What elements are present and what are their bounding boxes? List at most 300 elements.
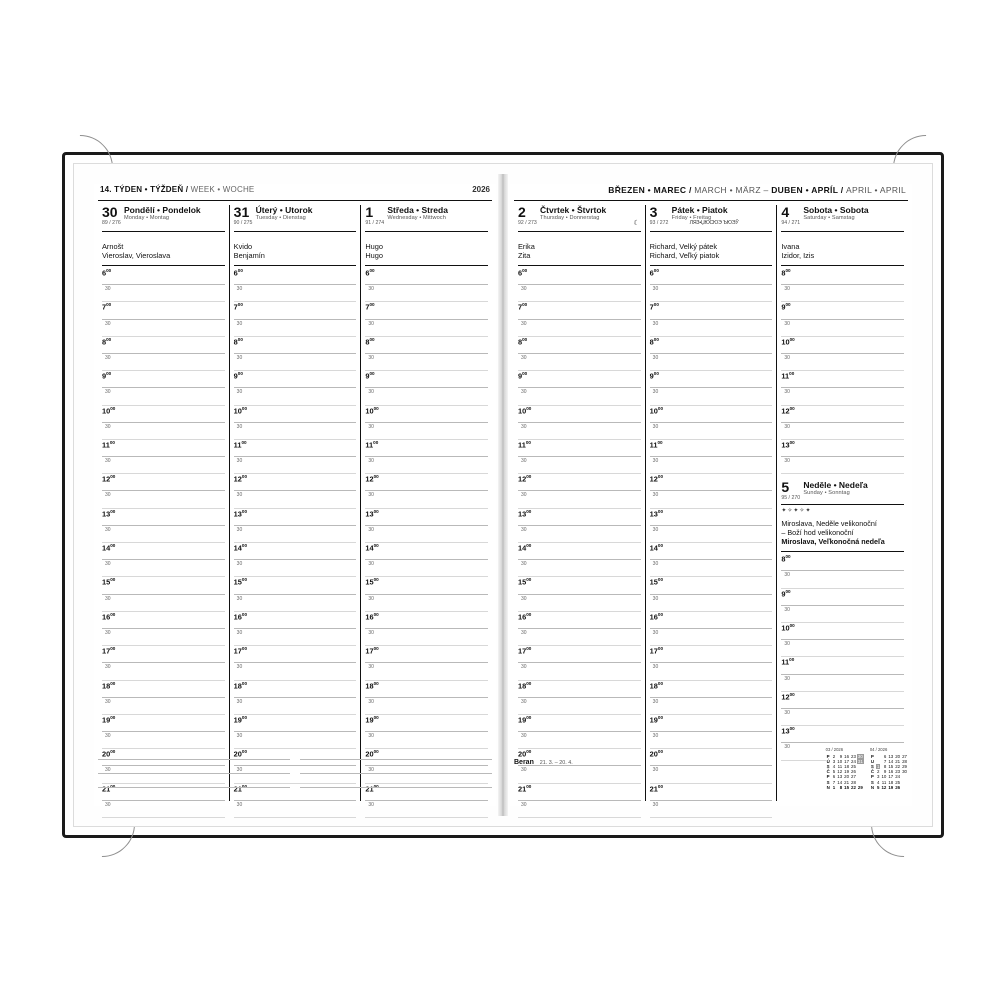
half-hour-row <box>365 698 488 715</box>
half-hour-label: 30 <box>521 492 527 499</box>
half-hour-row <box>234 595 357 612</box>
hour-row <box>518 681 641 698</box>
day-column-thursday[interactable] <box>514 204 645 808</box>
hour-row <box>650 543 773 560</box>
hour-grid[interactable] <box>518 268 641 818</box>
half-hour-label: 30 <box>105 664 111 671</box>
hour-label: $10^{00}$ <box>102 405 116 415</box>
half-hour-row <box>781 388 904 405</box>
week-label-secondary: WEEK • WOCHE <box>190 185 255 194</box>
half-hour-label: 30 <box>652 526 659 533</box>
hour-label: $11^{00}$ <box>781 657 795 667</box>
half-hour-label: 30 <box>521 458 527 465</box>
hour-label: $19^{00}$ <box>518 714 532 725</box>
half-hour-label: 30 <box>236 629 243 636</box>
hour-label: $11^{00}$ <box>102 439 115 450</box>
half-hour-label: 30 <box>368 561 374 568</box>
half-hour-label: 30 <box>784 458 790 465</box>
note-line[interactable] <box>98 774 290 788</box>
hour-label: $11^{00}$ <box>365 439 379 450</box>
half-hour-row <box>518 560 641 577</box>
hour-grid[interactable] <box>102 268 225 818</box>
hour-row <box>650 406 773 423</box>
hour-row <box>365 509 488 526</box>
hour-row <box>518 474 641 491</box>
nameday-sk: Benjamín <box>233 250 265 260</box>
day-count: 94 / 271 <box>781 220 801 226</box>
hour-row <box>234 577 357 594</box>
hour-row <box>102 371 225 388</box>
mini-calendars[interactable] <box>826 747 908 790</box>
day-name-secondary: Tuesday • Dienstag <box>255 215 306 221</box>
hour-row <box>650 715 773 732</box>
half-hour-row <box>781 709 904 726</box>
half-hour-row <box>650 732 773 749</box>
half-hour-row <box>518 320 641 337</box>
half-hour-row <box>102 285 225 302</box>
day-name-primary: Úterý • Utorok <box>255 205 313 215</box>
half-hour-row <box>102 457 225 474</box>
sunday-block[interactable] <box>781 480 904 760</box>
half-hour-row <box>518 698 641 715</box>
hour-label: $12^{00}$ <box>518 474 532 484</box>
half-hour-row <box>650 423 773 440</box>
half-hour-label: 30 <box>368 354 374 361</box>
hour-label: $12^{00}$ <box>781 691 795 702</box>
half-hour-label: 30 <box>236 389 243 396</box>
day-column-friday[interactable] <box>645 204 777 808</box>
hour-row <box>518 337 641 354</box>
hour-label: $14^{00}$ <box>233 543 248 553</box>
half-hour-row <box>781 571 904 588</box>
hour-row <box>781 440 904 457</box>
right-day-columns <box>514 204 908 808</box>
hour-label: $19^{00}$ <box>233 714 248 725</box>
hour-row <box>102 406 225 423</box>
hour-row <box>365 646 488 663</box>
half-hour-label: 30 <box>784 389 790 396</box>
half-hour-row <box>234 491 357 508</box>
half-hour-label: 30 <box>652 561 659 568</box>
half-hour-label: 30 <box>521 595 527 602</box>
day-header-saturday <box>781 205 904 232</box>
half-hour-row <box>518 663 641 680</box>
hour-row <box>102 509 225 526</box>
month-label-cz: BŘEZEN • MAREC / <box>608 185 692 195</box>
note-line[interactable] <box>98 760 290 774</box>
half-hour-label: 30 <box>784 709 790 716</box>
half-hour-label: 30 <box>652 733 659 740</box>
half-hour-row <box>102 491 225 508</box>
half-hour-label: 30 <box>368 458 374 465</box>
hour-row <box>650 612 773 629</box>
hour-row <box>102 577 225 594</box>
half-hour-label: 30 <box>105 286 111 293</box>
hour-row <box>781 692 904 709</box>
half-hour-label: 30 <box>521 698 527 705</box>
day-name-secondary: Sunday • Sonntag <box>803 490 850 497</box>
half-hour-row <box>234 423 357 440</box>
hour-row <box>650 681 773 698</box>
hour-grid[interactable] <box>234 268 357 818</box>
left-page <box>94 184 496 806</box>
mini-row: P 6 13 20 27 <box>826 774 856 780</box>
right-page-header <box>514 184 908 201</box>
half-hour-row <box>781 354 904 371</box>
half-hour-row <box>518 595 641 612</box>
hour-label: $15^{00}$ <box>233 577 248 587</box>
hour-row <box>518 302 641 319</box>
day-name-secondary: Friday • Freitag <box>671 215 712 221</box>
hour-label: $20^{00}$ <box>649 749 664 759</box>
half-hour-row <box>650 457 773 474</box>
half-hour-label: 30 <box>652 595 659 602</box>
half-hour-label: 30 <box>784 423 790 430</box>
day-number: 3 <box>649 204 658 220</box>
half-hour-label: 30 <box>521 320 527 327</box>
half-hour-label: 30 <box>652 629 659 636</box>
zodiac-name: Beran <box>514 759 534 766</box>
day-name-secondary: Monday • Montag <box>124 215 170 221</box>
right-page <box>510 184 912 806</box>
hour-label: $18^{00}$ <box>365 680 379 690</box>
hour-label: $16^{00}$ <box>649 611 664 622</box>
nameday-sk: Hugo <box>365 250 384 260</box>
note-line[interactable] <box>300 760 492 774</box>
half-hour-row <box>518 388 641 405</box>
half-hour-label: 30 <box>105 458 111 465</box>
day-number: 5 <box>781 479 790 496</box>
day-number: 31 <box>233 204 250 220</box>
half-hour-label: 30 <box>105 354 111 361</box>
hour-row <box>650 577 773 594</box>
hour-row <box>781 589 904 606</box>
half-hour-row <box>781 606 904 623</box>
half-hour-row <box>234 354 357 371</box>
hour-row <box>102 681 225 698</box>
book-spine <box>498 174 508 816</box>
half-hour-row <box>518 526 641 543</box>
half-hour-row <box>650 629 773 646</box>
half-hour-label: 30 <box>105 801 111 808</box>
hour-label: $11^{00}$ <box>233 439 247 450</box>
half-hour-row <box>365 354 488 371</box>
half-hour-label: 30 <box>784 286 790 293</box>
nameday-sk: Miroslava, Veľkonočná nedeľa <box>781 537 885 547</box>
day-name-secondary: Saturday • Samstag <box>803 215 855 221</box>
left-page-header <box>98 184 492 201</box>
nameday-cz: Hugo <box>365 242 384 251</box>
hour-row <box>781 554 904 571</box>
hour-row <box>234 474 357 491</box>
hour-row <box>234 681 357 698</box>
hour-label: $15^{00}$ <box>649 577 664 587</box>
day-name-secondary: Thursday • Donnerstag <box>540 215 600 221</box>
half-hour-label: 30 <box>236 561 243 568</box>
half-hour-row <box>234 457 357 474</box>
hour-grid[interactable] <box>365 268 488 818</box>
hour-label: $6^{00}$ <box>102 268 112 278</box>
hour-label: $21^{00}$ <box>233 783 248 794</box>
day-column-weekend[interactable] <box>776 205 908 801</box>
hour-label: $20^{00}$ <box>102 749 116 759</box>
half-hour-row <box>650 560 773 577</box>
half-hour-row <box>365 801 488 818</box>
mini-row: P 6 13 20 27 <box>870 753 907 759</box>
hour-row <box>234 268 357 285</box>
half-hour-row <box>650 320 773 337</box>
hour-label: $18^{00}$ <box>233 680 248 690</box>
half-hour-label: 30 <box>521 664 527 671</box>
half-hour-label: 30 <box>521 629 527 636</box>
hour-grid-sunday[interactable] <box>781 554 904 760</box>
hour-label: $21^{00}$ <box>102 783 116 794</box>
hour-label: $14^{00}$ <box>102 543 116 553</box>
half-hour-row <box>650 526 773 543</box>
hour-label: $19^{00}$ <box>365 714 379 725</box>
nameday-cz: Erika <box>518 242 535 251</box>
half-hour-row <box>365 491 488 508</box>
hour-row <box>102 268 225 285</box>
hour-row <box>365 337 488 354</box>
hour-row <box>365 406 488 423</box>
half-hour-row <box>781 675 904 692</box>
hour-label: $19^{00}$ <box>102 714 116 725</box>
hour-row <box>234 440 357 457</box>
hour-row <box>781 268 904 285</box>
day-number: 2 <box>518 204 526 220</box>
half-hour-row <box>102 663 225 680</box>
month2-label-cz: DUBEN • APRÍL / <box>771 185 844 195</box>
hour-row <box>365 474 488 491</box>
half-hour-row <box>365 663 488 680</box>
nameday-sk: Richard, Veľký piatok <box>649 250 720 260</box>
day-header <box>650 205 773 232</box>
hour-row <box>365 681 488 698</box>
mini-row: S 1 8 15 22 29 <box>870 763 907 769</box>
hour-label: $17^{00}$ <box>518 646 532 656</box>
half-hour-label: 30 <box>652 767 659 774</box>
half-hour-label: 30 <box>784 354 790 361</box>
day-count: 92 / 273 <box>518 220 537 226</box>
hour-row <box>518 784 641 801</box>
hour-row <box>781 726 904 743</box>
nameday-sk: Vieroslav, Vieroslava <box>102 250 171 260</box>
hour-row <box>781 657 904 674</box>
hour-row <box>781 623 904 640</box>
nameday-cz: Ivana <box>781 242 800 251</box>
left-day-columns <box>98 204 492 808</box>
half-hour-label: 30 <box>652 698 659 705</box>
half-hour-label: 30 <box>236 801 243 808</box>
hour-label: $8^{00}$ <box>365 336 375 347</box>
half-hour-label: 30 <box>652 286 659 293</box>
note-line[interactable] <box>300 746 492 760</box>
hour-row <box>650 474 773 491</box>
day-names <box>256 205 313 222</box>
mini-calendar-april[interactable] <box>870 747 908 790</box>
hour-label: $17^{00}$ <box>649 646 664 656</box>
hour-label: $14^{00}$ <box>649 543 664 553</box>
nameday-block <box>365 232 488 266</box>
half-hour-label: 30 <box>368 526 374 533</box>
half-hour-row <box>650 491 773 508</box>
hour-label: $13^{00}$ <box>102 508 116 519</box>
half-hour-label: 30 <box>236 458 243 465</box>
hour-row <box>781 371 904 388</box>
hour-row <box>518 371 641 388</box>
half-hour-label: 30 <box>368 767 374 774</box>
hour-row <box>518 440 641 457</box>
hour-label: $7^{00}$ <box>518 302 528 312</box>
hour-row <box>365 612 488 629</box>
hour-row <box>234 612 357 629</box>
day-header <box>365 205 488 232</box>
half-hour-label: 30 <box>368 595 374 602</box>
day-count: 95 / 270 <box>781 495 801 502</box>
hour-label: $7^{00}$ <box>102 302 112 312</box>
hour-row <box>102 612 225 629</box>
hour-label: $8^{00}$ <box>781 268 791 278</box>
hour-row <box>650 337 773 354</box>
day-count: 90 / 275 <box>233 220 253 226</box>
hour-row <box>234 646 357 663</box>
day-number: 4 <box>781 204 790 220</box>
day-names <box>803 480 867 497</box>
half-hour-row <box>650 698 773 715</box>
day-column-tuesday[interactable] <box>229 204 361 808</box>
nameday-cz: Richard, Velký pátek <box>649 242 718 251</box>
nameday-sk: Izidor, Izis <box>781 250 815 260</box>
day-name-primary: Neděle • Nedeľa <box>803 480 868 491</box>
day-name-primary: Sobota • Sobota <box>803 205 869 215</box>
cover-inner <box>73 163 933 827</box>
hour-label: $17^{00}$ <box>233 646 248 656</box>
hour-row <box>650 302 773 319</box>
hour-row <box>650 268 773 285</box>
half-hour-label: 30 <box>368 286 374 293</box>
mini-calendar-table <box>870 754 908 790</box>
hour-row <box>234 715 357 732</box>
half-hour-label: 30 <box>521 526 527 533</box>
half-hour-label: 30 <box>652 423 659 430</box>
half-hour-row <box>102 388 225 405</box>
day-name-primary: Pátek • Piatok <box>671 205 728 215</box>
hour-label: $9^{00}$ <box>365 371 375 381</box>
hour-row <box>365 440 488 457</box>
half-hour-label: 30 <box>236 767 243 774</box>
half-hour-label: 30 <box>105 595 111 602</box>
hour-label: $20^{00}$ <box>518 749 532 759</box>
half-hour-label: 30 <box>368 801 374 808</box>
zodiac-label <box>514 759 573 766</box>
half-hour-label: 30 <box>105 767 111 774</box>
mini-row: S 4 11 18 25 <box>826 763 856 769</box>
nameday-cz: Arnošt <box>102 242 124 251</box>
hour-row <box>365 577 488 594</box>
hour-label: $11^{00}$ <box>518 439 531 450</box>
half-hour-row <box>518 766 641 783</box>
hour-row <box>102 474 225 491</box>
hour-label: $8^{00}$ <box>518 336 528 347</box>
nameday-block <box>650 232 773 266</box>
week-label-primary: 14. TÝDEN • TÝŽDEŇ / <box>100 185 189 194</box>
mini-calendar-table <box>826 754 864 790</box>
day-header <box>518 205 641 232</box>
month-label-en: MARCH • MÄRZ – <box>694 185 769 195</box>
half-hour-label: 30 <box>784 744 790 751</box>
half-hour-row <box>102 560 225 577</box>
hour-label: $13^{00}$ <box>781 726 795 736</box>
hour-row <box>518 715 641 732</box>
hour-grid-saturday[interactable] <box>781 268 904 474</box>
mini-row: Č 5 12 19 26 <box>826 769 856 775</box>
half-hour-row <box>518 354 641 371</box>
half-hour-row <box>365 526 488 543</box>
day-column-wednesday[interactable] <box>360 204 492 808</box>
hour-label: $17^{00}$ <box>102 646 116 656</box>
hour-label: $7^{00}$ <box>649 302 659 312</box>
half-hour-row <box>365 560 488 577</box>
hour-label: $10^{00}$ <box>518 405 532 415</box>
hour-label: $21^{00}$ <box>518 783 532 794</box>
mini-calendar-title: 03 / 2026 <box>825 747 844 753</box>
hour-label: $11^{00}$ <box>649 439 663 450</box>
hour-label: $16^{00}$ <box>365 611 379 622</box>
hour-grid[interactable] <box>650 268 773 818</box>
hour-label: $11^{00}$ <box>781 371 795 381</box>
half-hour-label: 30 <box>105 492 111 499</box>
nameday-block-sunday <box>781 515 904 552</box>
note-line[interactable] <box>98 746 290 760</box>
half-hour-row <box>234 801 357 818</box>
notes-area[interactable] <box>98 746 492 788</box>
mini-row: U 7 14 21 28 <box>870 758 907 764</box>
hour-label: $10^{00}$ <box>365 405 379 415</box>
half-hour-row <box>102 423 225 440</box>
hour-label: $13^{00}$ <box>233 508 248 519</box>
nameday-cz: Kvido <box>233 242 253 251</box>
hour-row <box>781 337 904 354</box>
half-hour-label: 30 <box>521 389 527 396</box>
hour-row <box>650 440 773 457</box>
half-hour-label: 30 <box>368 389 374 396</box>
half-hour-label: 30 <box>652 492 659 499</box>
half-hour-label: 30 <box>652 354 659 361</box>
nameday-block <box>518 232 641 266</box>
hour-label: $17^{00}$ <box>365 646 379 656</box>
half-hour-row <box>234 285 357 302</box>
day-header-sunday <box>781 480 904 505</box>
note-line[interactable] <box>300 774 492 788</box>
hour-label: $8^{00}$ <box>649 336 659 347</box>
half-hour-label: 30 <box>105 320 111 327</box>
hour-label: $20^{00}$ <box>233 749 248 759</box>
hour-label: $13^{00}$ <box>365 508 379 519</box>
half-hour-row <box>365 285 488 302</box>
day-names <box>803 205 868 222</box>
half-hour-row <box>365 457 488 474</box>
hour-label: $16^{00}$ <box>102 611 116 622</box>
half-hour-label: 30 <box>784 675 790 682</box>
hour-label: $6^{00}$ <box>365 268 375 278</box>
day-column-monday[interactable] <box>98 204 229 808</box>
mini-row: N 1 8 15 22 29 <box>826 784 863 790</box>
hour-label: $9^{00}$ <box>102 371 112 381</box>
hour-label: $10^{00}$ <box>781 336 795 347</box>
mini-calendar-march[interactable] <box>826 747 864 790</box>
nameday-cz-cont: – Boží hod velikonoční <box>781 528 854 538</box>
